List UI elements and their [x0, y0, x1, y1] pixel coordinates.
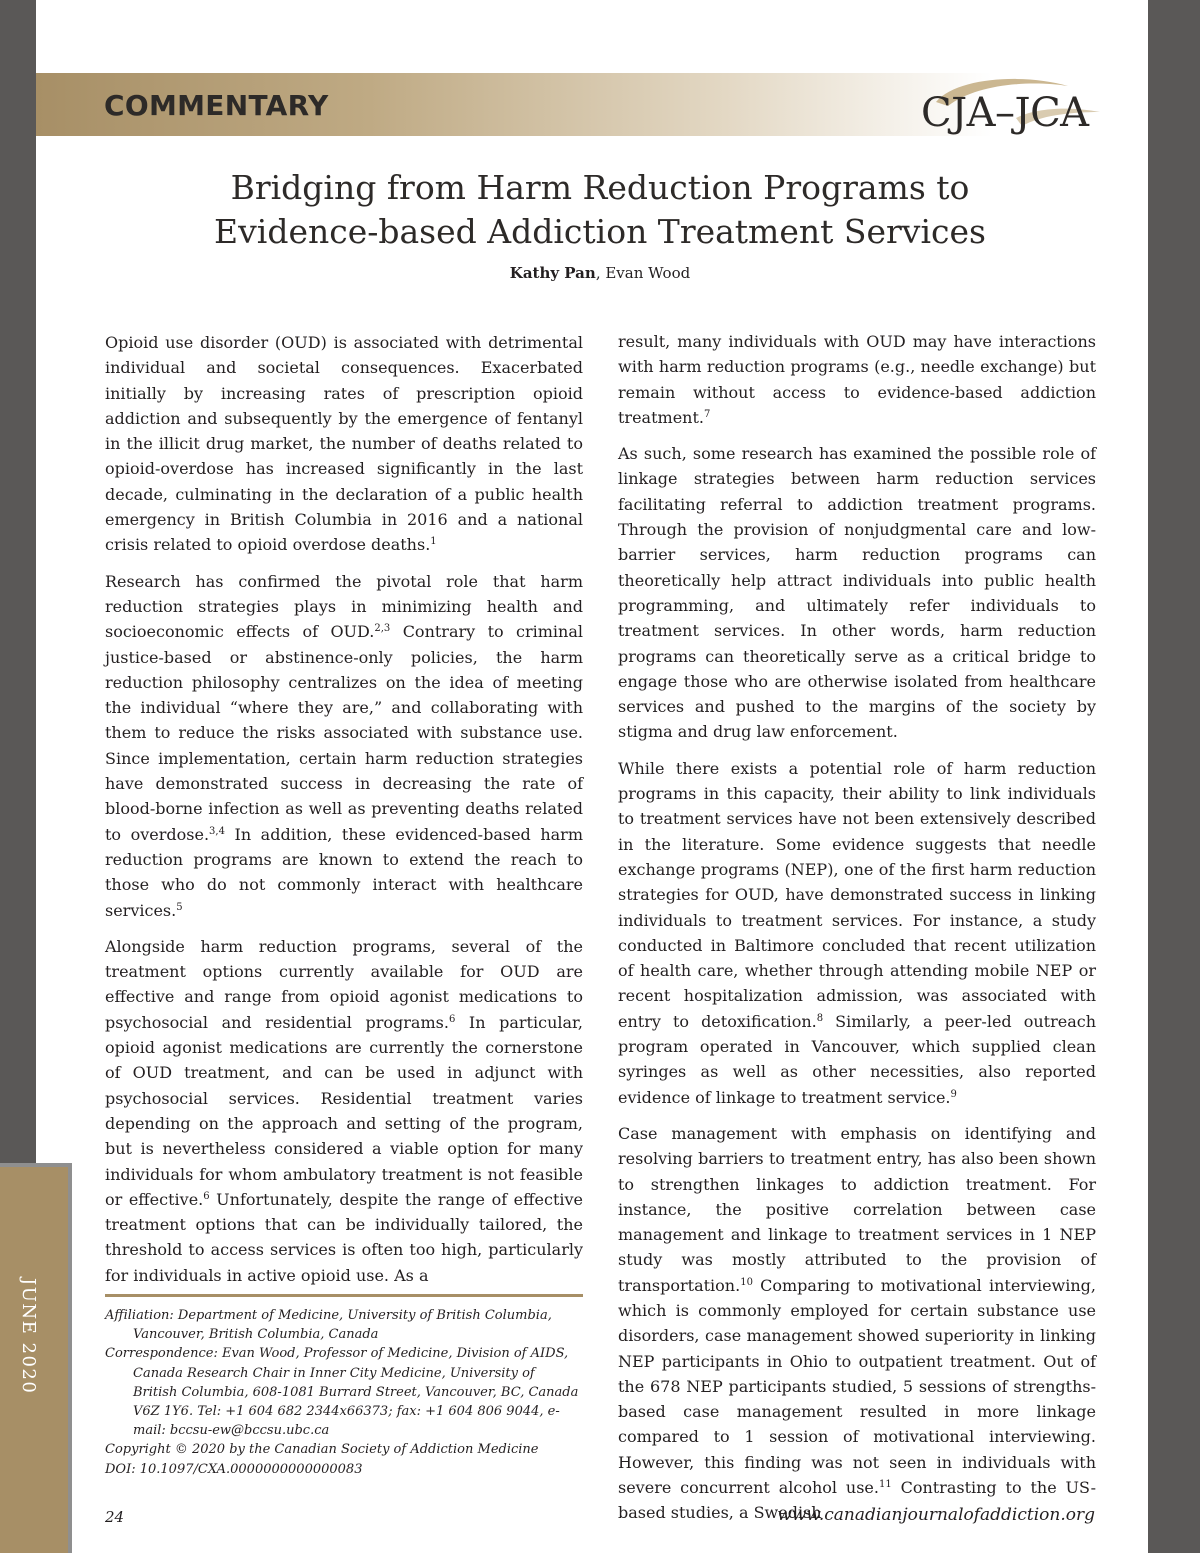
paragraph: [618, 441, 1096, 745]
section-label: COMMENTARY: [104, 89, 329, 122]
paragraph-text: In particular, opioid agonist medications are currently the cornerstone of OUD treatment, and can be used in adjunct with psychosocial services. Residential treatment varies depending on the approach and setting of the program, but is nevertheless considered a viable option for many individuals for whom ambulatory treatment is not feasible or effective.: [105, 1012, 584, 1209]
citation: 5: [176, 901, 183, 913]
logo-text: CJA–JCA: [921, 90, 1089, 136]
citation: 2,3: [374, 623, 391, 635]
paragraph-text: Comparing to motivational interviewing, which is commonly employed for certain substance use disorders, case management showed superiority in linking NEP participants in Ohio to outpatient treatment. Out of the 678 NEP participants studied, 5 sessions of strengths-based case management resulted in more linkage compared to 1 session of motivational interviewing. However, this finding was not seen in individuals with severe concurrent alcohol use.: [618, 1275, 1096, 1498]
affiliation-note: Affiliation: Department of Medicine, University of British Columbia, Vancouver, British Columbia, Canada: [105, 1308, 552, 1343]
paragraph: [618, 1121, 1096, 1526]
paragraph-text: Case management with emphasis on identifying and resolving barriers to treatment entry, has also been shown to strengthen linkages to addiction treatment. For instance, the positive correlation between case management and linkage to treatment services in 1 NEP study was mostly attributed to the provision of transportation.: [618, 1123, 1096, 1295]
citation: 6: [448, 1013, 456, 1025]
article-title: [120, 166, 1080, 254]
right-edge-bar: [1148, 0, 1200, 1553]
paragraph-text: As such, some research has examined the possible role of linkage strategies between harm reduction services facilitating referral to addiction treatment programs. Through the provision of nonjudgmental care and low-barrier services, harm reduction programs can theoretically help attract individuals into public health programming, and ultimately refer individuals to treatment services. In other words, harm reduction programs can theoretically serve as a critical bridge to engage those who are otherwise isolated from healthcare services and pushed to the margins of the society by stigma and drug law enforcement.: [618, 444, 1096, 742]
citation: 1: [430, 536, 437, 548]
citation: 10: [740, 1276, 753, 1288]
citation: 3,4: [209, 825, 225, 837]
page-number: 24: [105, 1508, 125, 1526]
paragraph-text: Contrasting to the US-based studies, a Swedish: [618, 1478, 1096, 1523]
citation: 9: [950, 1088, 957, 1100]
author-list: [0, 264, 1200, 282]
paragraph: [105, 934, 583, 1288]
right-column: [618, 329, 1096, 1537]
citation: 6: [203, 1190, 210, 1202]
doi-note: DOI: 10.1097/CXA.0000000000000083: [105, 1461, 363, 1477]
left-column: [105, 330, 583, 1299]
journal-website-link[interactable]: www.canadianjournalofaddiction.org: [777, 1505, 1095, 1525]
paragraph-text: Opioid use disorder (OUD) is associated with detrimental individual and societal consequences. Exacerbated initially by increasing rates of prescription opioid addiction and subsequently by the emergence of fentanyl in the illicit drug market, the number of deaths related to opioid-overdose has increased significantly in the last decade, culminating in the declaration of a public health emergency in British Columbia in 2016 and a national crisis related to opioid overdose deaths.: [105, 333, 583, 555]
citation: 8: [816, 1012, 824, 1024]
paragraph-text: Alongside harm reduction programs, several of the treatment options currently available for OUD are effective and range from opioid agonist medications to psychosocial and residential programs.: [105, 936, 583, 1032]
citation: 11: [878, 1479, 892, 1491]
paragraph-text: Similarly, a peer-led outreach program operated in Vancouver, which supplied clean syringes as well as other necessities, also reported evidence of linkage to treatment service.: [618, 1011, 1096, 1107]
correspondence-note: Correspondence: Evan Wood, Professor of Medicine, Division of AIDS, Canada Research Chair in Inner City Medicine, University of British Columbia, 608-1081 Burrard Street, Vancouver, BC, Canada V6Z 1Y6. Tel: +1 604 682 2344x66373; fax: +1 604 806 9044, e-mail: bccsu-ew@bccsu.ubc.ca: [105, 1346, 579, 1439]
paragraph: [618, 756, 1096, 1110]
journal-logo: [918, 72, 1108, 142]
paragraph-text: Contrary to criminal justice-based or abstinence-only policies, the harm reduction philosophy centralizes on the idea of meeting the individual “where they are,” and collaborating with them to reduce the risks associated with substance use. Since implementation, certain harm reduction strategies have demonstrated success in decreasing the rate of blood-borne infection as well as preventing deaths related to overdose.: [105, 622, 584, 844]
copyright-note: Copyright © 2020 by the Canadian Society of Addiction Medicine: [105, 1442, 539, 1458]
paragraph: [618, 329, 1096, 430]
citation: 7: [703, 408, 711, 420]
author-rest: , Evan Wood: [595, 264, 691, 282]
title-line-2: Evidence-based Addiction Treatment Services: [214, 212, 986, 251]
paragraph-text: In addition, these evidenced-based harm reduction programs are known to extend the reach to those who do not commonly interact with healthcare services.: [105, 824, 584, 920]
issue-date: JUNE 2020: [18, 1278, 39, 1395]
paragraph-text: Research has confirmed the pivotal role that harm reduction strategies plays in minimizing health and socioeconomic effects of OUD.: [105, 571, 583, 642]
paragraph-text: While there exists a potential role of harm reduction programs in this capacity, their ability to link individuals to treatment services have not been extensively described in the literature. Some evidence suggests that needle exchange programs (NEP), one of the first harm reduction strategies for OUD, have demonstrated success in linking individuals to treatment services. For instance, a study conducted in Baltimore concluded that recent utilization of health care, whether through attending mobile NEP or recent hospitalization admission, was associated with entry to detoxification.: [618, 758, 1096, 1031]
paragraph-text: Unfortunately, despite the range of effective treatment options that can be individually tailored, the threshold to access services is often too high, particularly for individuals in active opioid use. As a: [105, 1189, 583, 1285]
paragraph-text: result, many individuals with OUD may have interactions with harm reduction programs (e.g., needle exchange) but remain without access to evidence-based addiction treatment.: [618, 332, 1096, 427]
author-primary: Kathy Pan: [509, 264, 596, 282]
paragraph: [105, 569, 583, 923]
footnote-divider: [105, 1294, 583, 1297]
footnotes: [105, 1306, 583, 1479]
paragraph: [105, 330, 583, 558]
title-line-1: Bridging from Harm Reduction Programs to: [230, 168, 970, 207]
